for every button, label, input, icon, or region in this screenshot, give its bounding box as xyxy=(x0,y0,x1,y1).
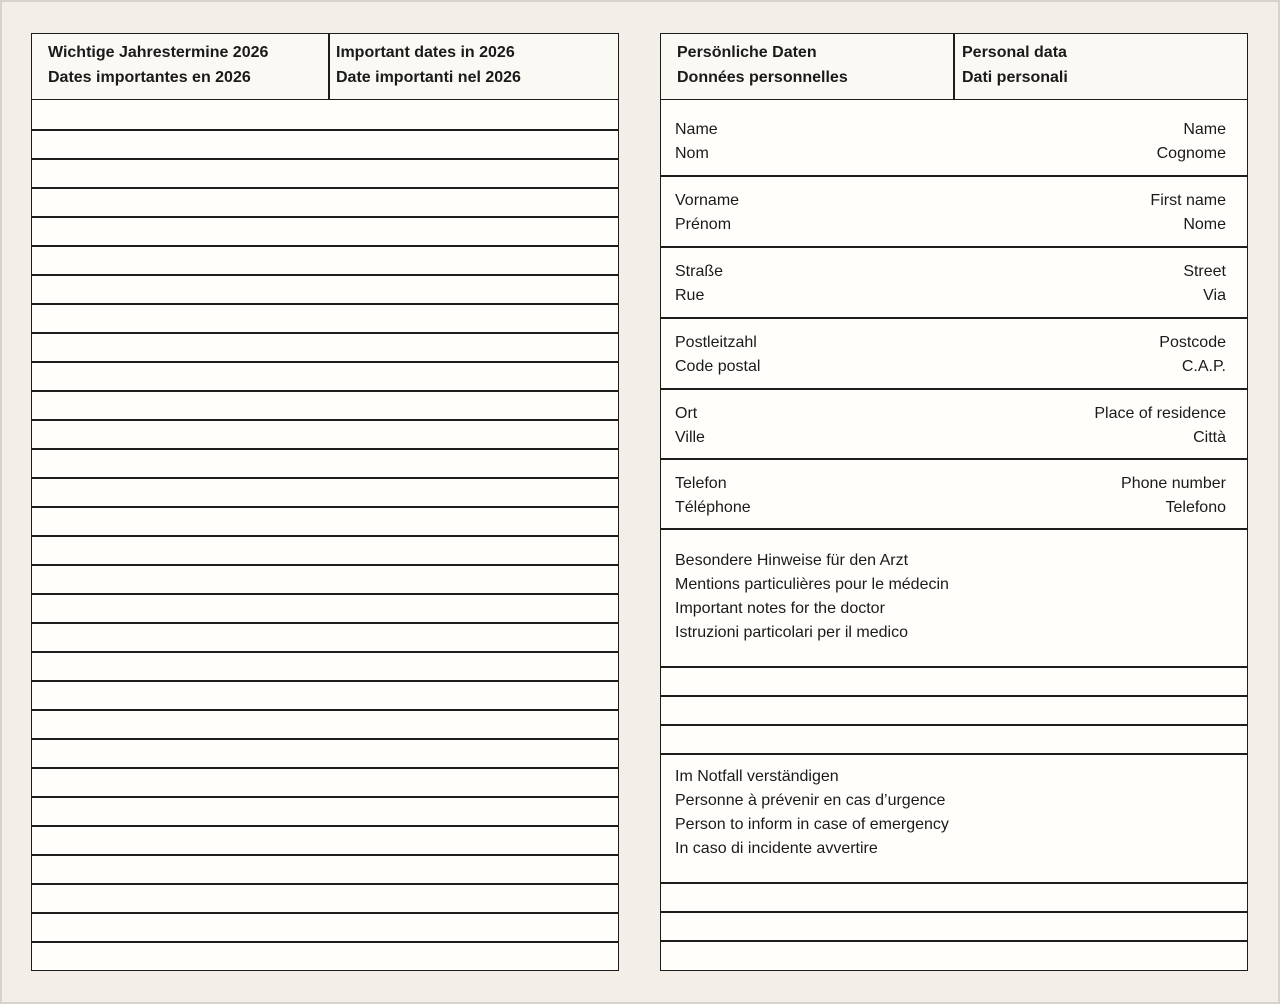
field-label-it: Nome xyxy=(1183,216,1226,233)
writing-line xyxy=(32,564,618,566)
writing-line xyxy=(32,535,618,537)
header-title-de: Persönliche Daten xyxy=(677,44,817,61)
emergency-it: In caso di incidente avvertire xyxy=(675,840,878,857)
field-label-it: Cognome xyxy=(1156,145,1226,162)
doctor-notes-en: Important notes for the doctor xyxy=(675,600,885,617)
header-col-german-french xyxy=(677,34,848,99)
header-divider xyxy=(953,34,955,99)
field-label-de: Vorname xyxy=(675,192,740,209)
writing-line xyxy=(32,883,618,885)
writing-line xyxy=(32,941,618,943)
doctor-notes-fr: Mentions particulières pour le médecin xyxy=(675,576,949,593)
field-label-fr: Téléphone xyxy=(675,499,751,516)
writing-line xyxy=(32,854,618,856)
field-label-de: Postleitzahl xyxy=(675,334,757,351)
writing-line xyxy=(32,506,618,508)
writing-line xyxy=(32,767,618,769)
doctor-notes-it: Istruzioni particolari per il medico xyxy=(675,624,908,641)
field-label-en: First name xyxy=(1150,192,1226,209)
field-divider xyxy=(661,317,1247,319)
emergency-contact-label xyxy=(675,765,949,861)
important-dates-page xyxy=(31,33,619,971)
writing-line xyxy=(32,709,618,711)
writing-line xyxy=(32,245,618,247)
writing-line xyxy=(32,129,618,131)
header-title-fr: Données personnelles xyxy=(677,69,848,86)
field-label-en: Postcode xyxy=(1159,334,1226,351)
field-divider xyxy=(661,528,1247,530)
writing-line xyxy=(32,187,618,189)
emergency-en: Person to inform in case of emergency xyxy=(675,816,949,833)
field-label-fr: Ville xyxy=(675,429,705,446)
writing-line xyxy=(32,332,618,334)
writing-line xyxy=(32,738,618,740)
field-label-en: Name xyxy=(1183,121,1226,138)
writing-line xyxy=(32,274,618,276)
writing-line xyxy=(32,303,618,305)
writing-line xyxy=(32,593,618,595)
emergency-divider xyxy=(661,882,1247,884)
writing-line xyxy=(32,651,618,653)
doctor-notes-de: Besondere Hinweise für den Arzt xyxy=(675,552,909,569)
field-divider xyxy=(661,458,1247,460)
header-col-english-italian xyxy=(962,34,1068,99)
field-label-it: Città xyxy=(1193,429,1226,446)
notes-divider xyxy=(661,666,1247,668)
field-label-fr: Prénom xyxy=(675,216,732,233)
field-label-en: Phone number xyxy=(1121,475,1226,492)
writing-line xyxy=(32,361,618,363)
header-title-en: Important dates in 2026 xyxy=(336,44,515,61)
header-col-german-french xyxy=(48,34,268,99)
writing-line xyxy=(661,911,1247,913)
header-col-english-italian xyxy=(336,34,521,99)
writing-line xyxy=(32,448,618,450)
field-divider xyxy=(661,175,1247,177)
emergency-de: Im Notfall verständigen xyxy=(675,768,839,785)
field-label-it: Telefono xyxy=(1165,499,1226,516)
writing-line xyxy=(32,622,618,624)
writing-line xyxy=(661,695,1247,697)
writing-line xyxy=(32,158,618,160)
field-label-de: Telefon xyxy=(675,475,727,492)
writing-line xyxy=(32,680,618,682)
field-label-it: Via xyxy=(1203,287,1226,304)
header-title-en: Personal data xyxy=(962,44,1067,61)
field-label-de: Name xyxy=(675,121,718,138)
field-label-it: C.A.P. xyxy=(1181,358,1226,375)
important-dates-header xyxy=(32,34,618,100)
personal-data-header xyxy=(661,34,1247,100)
field-label-de: Ort xyxy=(675,405,698,422)
writing-line xyxy=(32,825,618,827)
writing-line xyxy=(32,390,618,392)
writing-line xyxy=(32,419,618,421)
field-divider xyxy=(661,388,1247,390)
field-label-fr: Rue xyxy=(675,287,705,304)
field-label-en: Place of residence xyxy=(1094,405,1226,422)
writing-line xyxy=(32,216,618,218)
personal-data-page xyxy=(660,33,1248,971)
header-title-de: Wichtige Jahrestermine 2026 xyxy=(48,44,269,61)
emergency-fr: Personne à prévenir en cas d’urgence xyxy=(675,792,946,809)
writing-line xyxy=(32,477,618,479)
field-label-fr: Nom xyxy=(675,145,709,162)
header-title-it: Date importanti nel 2026 xyxy=(336,69,521,86)
writing-line xyxy=(32,796,618,798)
notes-divider xyxy=(661,753,1247,755)
header-title-fr: Dates importantes en 2026 xyxy=(48,69,251,86)
writing-line xyxy=(32,912,618,914)
header-divider xyxy=(328,34,330,99)
doctor-notes-label xyxy=(675,549,949,645)
field-label-fr: Code postal xyxy=(675,358,761,375)
writing-line xyxy=(661,940,1247,942)
field-label-en: Street xyxy=(1183,263,1226,280)
writing-line xyxy=(661,724,1247,726)
field-divider xyxy=(661,246,1247,248)
header-title-it: Dati personali xyxy=(962,69,1068,86)
field-label-de: Straße xyxy=(675,263,724,280)
